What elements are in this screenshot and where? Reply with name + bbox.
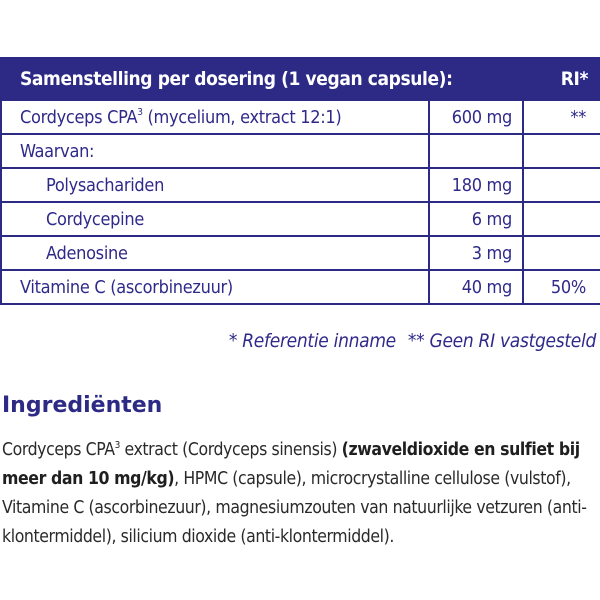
ingredient-ri [523, 134, 600, 168]
table-header-label: Samenstelling per dosering (1 vegan capsule): [1, 58, 523, 100]
table-header-ri: RI* [523, 58, 600, 100]
table-row [1, 134, 600, 168]
ingredient-amount: 180 mg [429, 168, 523, 202]
allergen-warning: (zwaveldioxide en sulfiet bij meer dan 10 mg/kg) [2, 440, 580, 489]
ingredient-ri [523, 168, 600, 202]
ingredient-amount: 40 mg [429, 270, 523, 304]
ingredient-ri: 50% [523, 270, 600, 304]
table-footnote [229, 330, 596, 352]
ingredient-ri [523, 236, 600, 270]
ingredient-name: Adenosine [1, 236, 429, 270]
ingredient-ri: ** [523, 100, 600, 134]
ingredient-name: Polysachariden [1, 168, 429, 202]
ingredient-name: Waarvan: [1, 134, 429, 168]
ingredient-name: Vitamine C (ascorbinezuur) [1, 270, 429, 304]
ingredient-amount: 600 mg [429, 100, 523, 134]
nutrition-table [0, 57, 600, 305]
table-row [1, 202, 600, 236]
table-row [1, 168, 600, 202]
table-row [1, 270, 600, 304]
ingredients-text: Cordyceps CPA$^3$ extract (Cordyceps sinensis) (zwaveldioxide en sulfiet bij meer dan 10 mg/kg), HPMC (capsule), microcrystalline cellulose (vulstof), Vitamine C (ascorbinezuur), magnesiumzouten van natuurlijke vetzuren (anti-klontermiddel), silicium dioxide (anti-klontermiddel). [2, 440, 587, 547]
table-row [1, 236, 600, 270]
table-header-row [1, 58, 600, 100]
ingredients-title: Ingrediënten [2, 393, 163, 418]
ingredient-ri [523, 202, 600, 236]
footnote-no-ri: ** Geen RI vastgesteld [407, 330, 596, 352]
ingredient-name: Cordycepine [1, 202, 429, 236]
table-row [1, 100, 600, 134]
ingredient-amount [429, 134, 523, 168]
ingredient-amount: 6 mg [429, 202, 523, 236]
footnote-ri: * Referentie inname [228, 330, 396, 352]
ingredient-amount: 3 mg [429, 236, 523, 270]
ingredient-name: Cordyceps CPA$^3$ (mycelium, extract 12:1) [1, 100, 429, 134]
